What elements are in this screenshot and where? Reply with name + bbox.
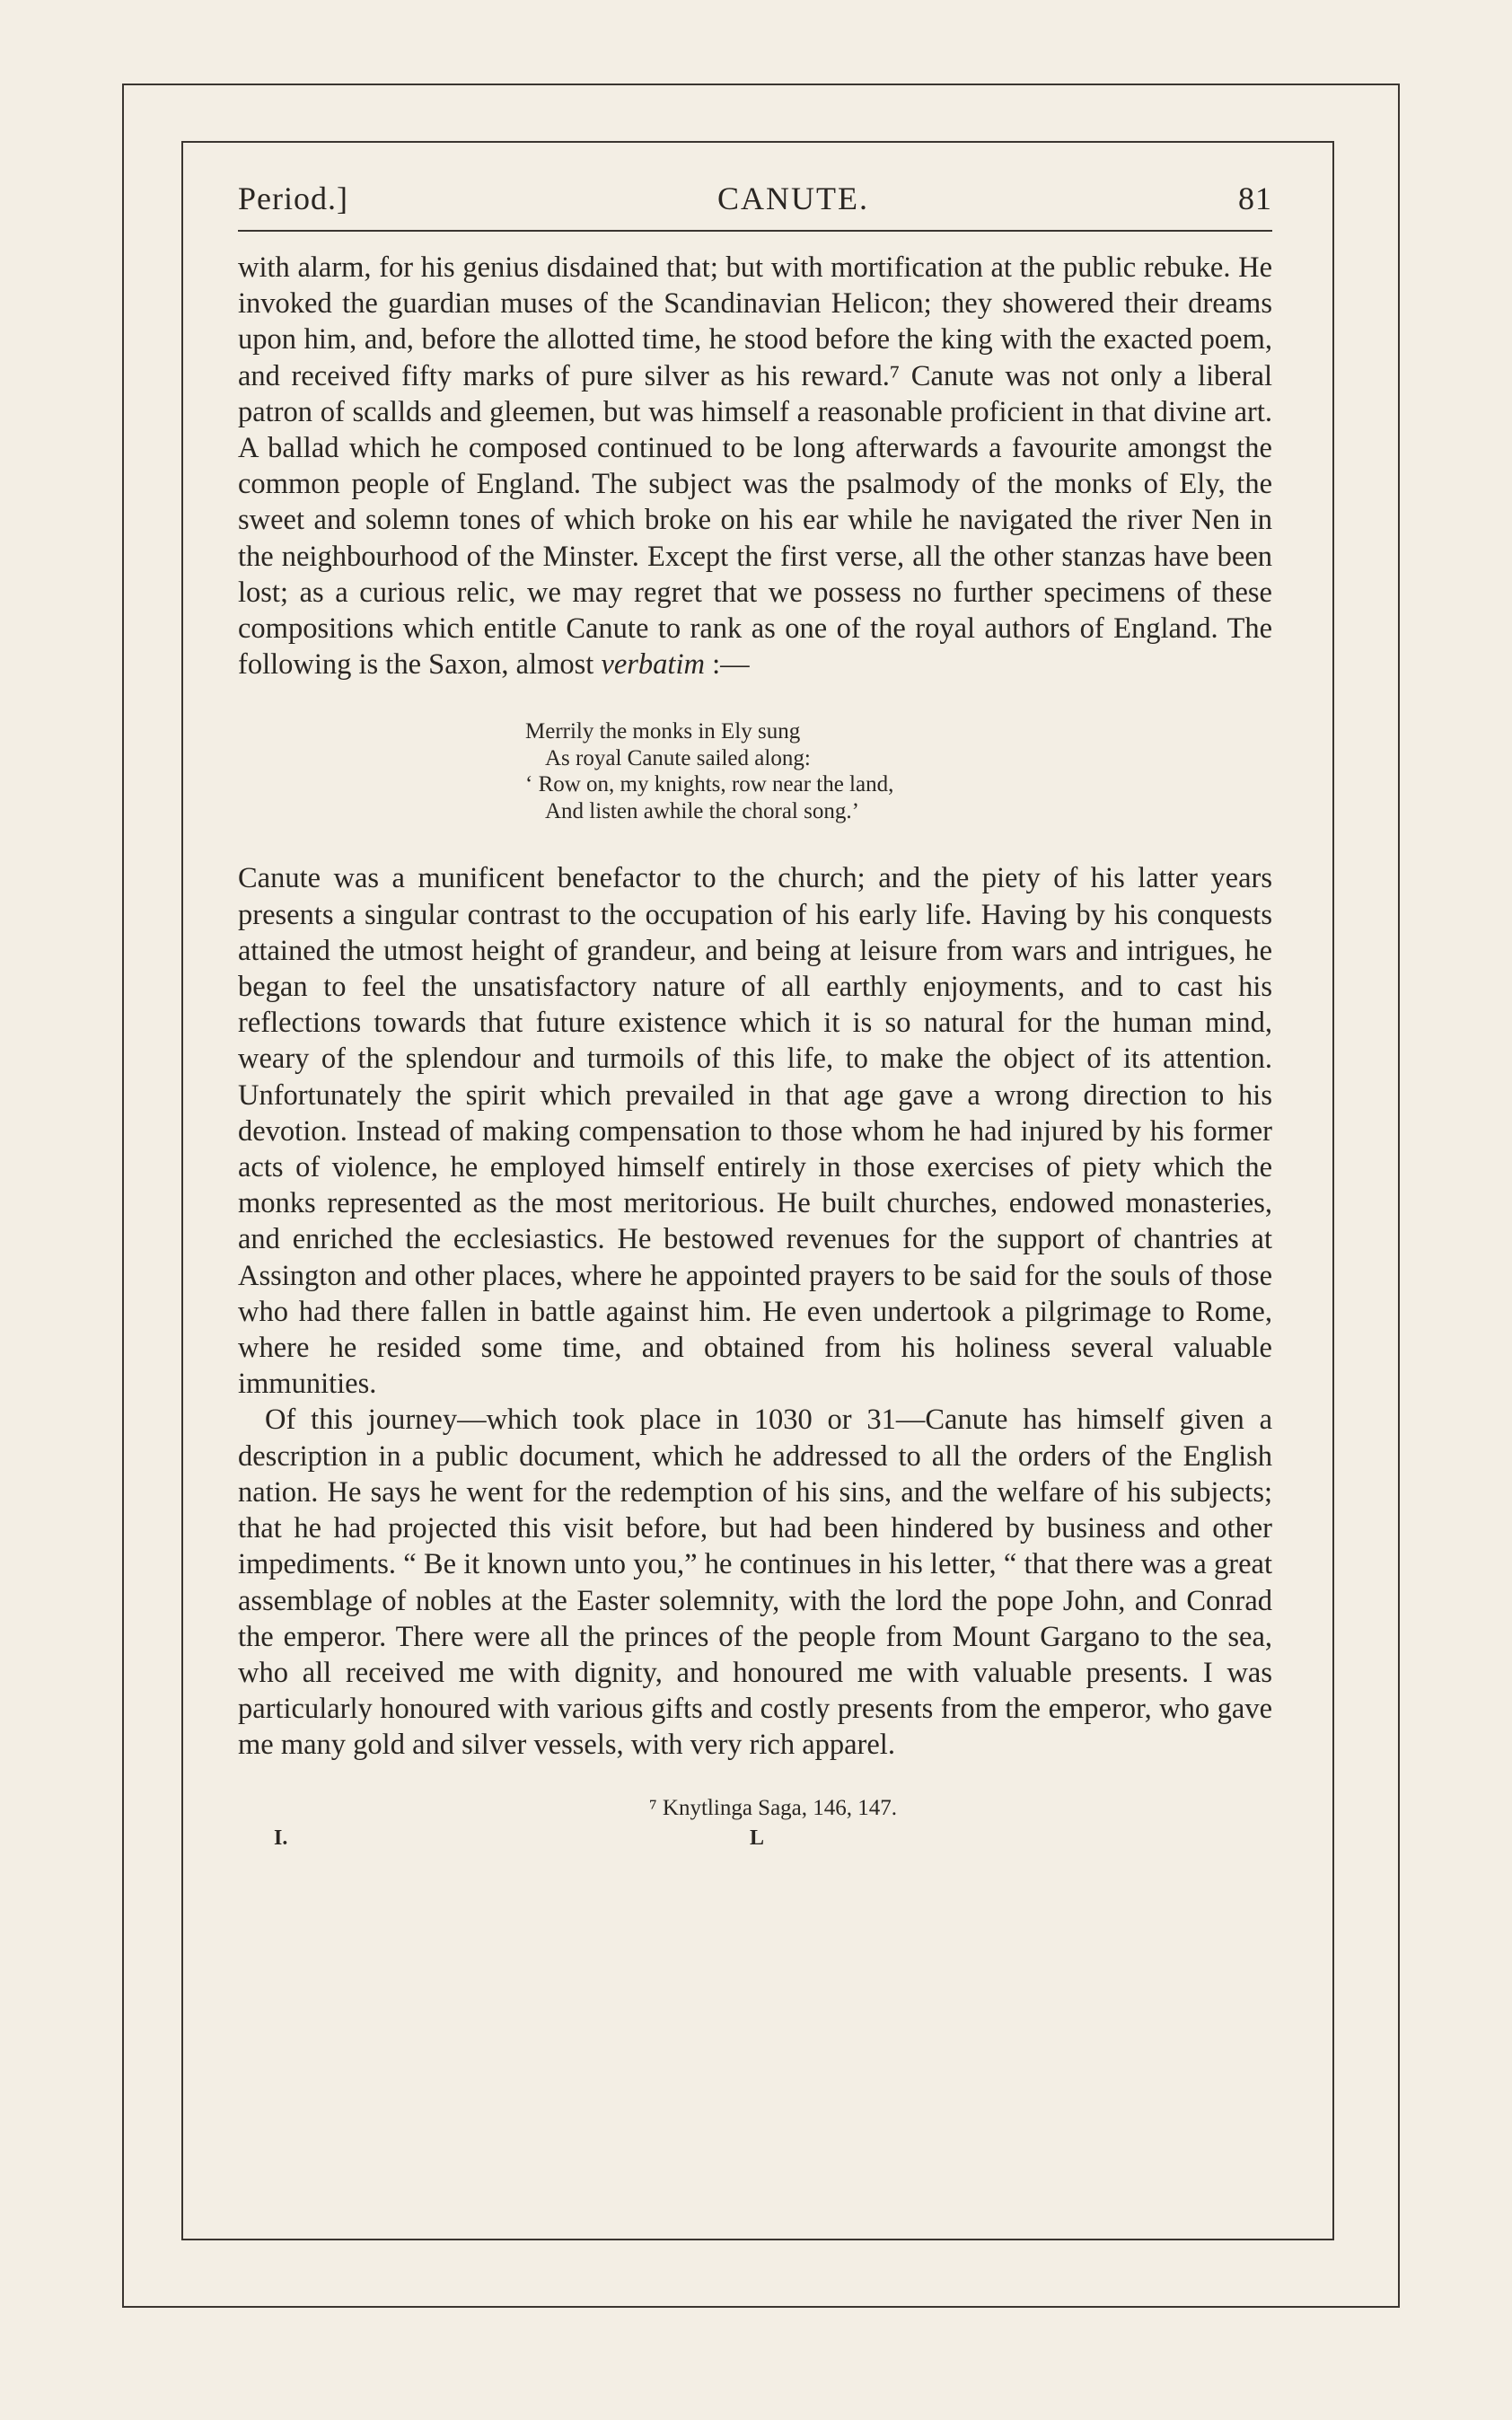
header-title: CANUTE.: [716, 180, 869, 216]
page-body: [238, 250, 1272, 1764]
poem-line: As royal Canute sailed along:: [545, 745, 811, 770]
italic-verbatim: verbatim: [601, 648, 705, 682]
paragraph-1-tail: :—: [712, 648, 750, 682]
poem-block: [525, 718, 1272, 824]
signature-right: L: [750, 1826, 765, 1850]
signature-left: I.: [274, 1826, 288, 1850]
page-number: 81: [1237, 180, 1272, 216]
paragraph-3: Of this journey—which took place in 1030 or 31—Canute has himself given a description in a public document, which he addressed to all the orders of the English nation. He says he went for the redemption of his sins, and the welfare of his subjects; that he had projected this visit before, but had been hindered by business and other impediments. “ Be it known unto you,” he continues in his letter, “ that there was a great assemblage of nobles at the Easter solemnity, with the lord the pope John, and Conrad the emperor. There were all the princes of the people from Mount Gargano to the sea, who all received me with dignity, and honoured me with valuable presents. I was particularly honoured with various gifts and costly presents from the emperor, who gave me many gold and silver vessels, with very rich apparel.: [238, 1404, 1272, 1762]
poem-line: And listen awhile the choral song.’: [545, 798, 859, 823]
running-header: [238, 180, 1272, 232]
poem-line: Merrily the monks in Ely sung: [525, 719, 801, 744]
signature-marks: [238, 1826, 1272, 1862]
poem-line: ‘ Row on, my knights, row near the land,: [525, 772, 894, 797]
header-section: Period.]: [238, 180, 348, 216]
footnote: ⁷ Knytlinga Saga, 146, 147.: [648, 1795, 898, 1820]
paragraph-1: [238, 250, 1272, 682]
book-page: [238, 180, 1272, 1862]
paragraph-2: Canute was a munificent benefactor to the church; and the piety of his latter years presents a singular contrast to the occupation of his early life. Having by his conquests attained the utmost height of grandeur, and being at leisure from wars and intrigues, he began to feel the unsatisfactory nature of all earthly enjoyments, and to cast his reflections towards that future existence which it is so natural for the human mind, weary of the splendour and turmoils of this life, to make the object of its attention. Unfortunately the spirit which prevailed in that age gave a wrong direction to his devotion. Instead of making compensation to those whom he had injured by his former acts of violence, he employed himself entirely in those exercises of piety which the monks represented as the most meritorious. He built churches, endowed monasteries, and enriched the ecclesiastics. He bestowed revenues for the support of chantries at Assington and other places, where he appointed prayers to be said for the souls of those who had there fallen in battle against him. He even undertook a pilgrimage to Rome, where he resided some time, and obtained from his holiness several valuable immunities.: [238, 862, 1272, 1401]
paragraph-1-text: with alarm, for his genius disdained that; but with mortification at the public rebuke. He invoked the guardian muses of the Scandinavian Helicon; they showered their dreams upon him, and, before the allotted time, he stood before the king with the exacted poem, and received fifty marks of pure silver as his reward.⁷ Canute was not only a liberal patron of scallds and gleemen, but was himself a reasonable proficient in that divine art. A ballad which he composed continued to be long afterwards a favourite amongst the common people of England. The subject was the psalmody of the monks of Ely, the sweet and solemn tones of which broke on his ear while he navigated the river Nen in the neighbourhood of the Minster. Except the first verse, all the other stanzas have been lost; as a curious relic, we may regret that we possess no further specimens of these compositions which entitle Canute to rank as one of the royal authors of England. The following is the Saxon, almost: [238, 251, 1272, 682]
